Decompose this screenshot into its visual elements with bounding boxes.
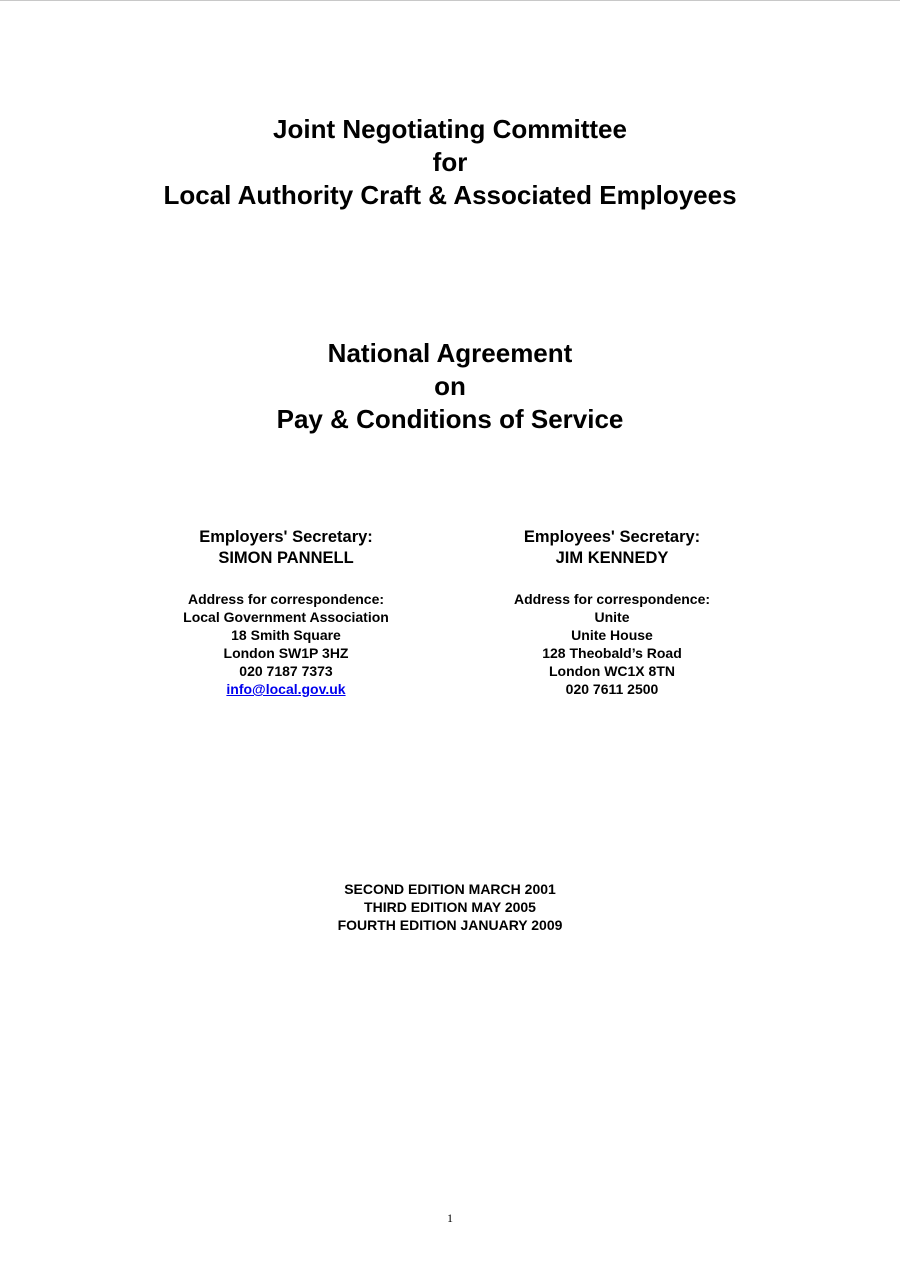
- committee-title-line-3: Local Authority Craft & Associated Employees: [163, 180, 737, 210]
- employers-address-line: London SW1P 3HZ: [223, 645, 349, 661]
- employees-secretary-block: [482, 527, 742, 698]
- employers-address-line: 18 Smith Square: [231, 627, 341, 643]
- employers-phone: 020 7187 7373: [239, 663, 333, 679]
- employees-address-line: Unite: [594, 609, 630, 625]
- employers-email-link[interactable]: info@local.gov.uk: [226, 681, 346, 697]
- page-top-border: [0, 0, 900, 1]
- agreement-title-line-3: Pay & Conditions of Service: [276, 404, 624, 434]
- agreement-title-line-2: on: [434, 371, 466, 401]
- employees-address-label: Address for correspondence:: [513, 591, 711, 607]
- employees-address-line: Unite House: [571, 627, 653, 643]
- employers-address-label: Address for correspondence:: [187, 591, 385, 607]
- agreement-title: [0, 337, 900, 436]
- committee-title-line-1: Joint Negotiating Committee: [273, 114, 627, 144]
- employees-name: JIM KENNEDY: [555, 549, 669, 567]
- employers-name: SIMON PANNELL: [218, 549, 354, 567]
- edition-line: FOURTH EDITION JANUARY 2009: [337, 917, 563, 933]
- employees-address-line: London WC1X 8TN: [549, 663, 675, 679]
- agreement-title-line-1: National Agreement: [327, 338, 573, 368]
- employees-phone: 020 7611 2500: [565, 681, 659, 697]
- edition-line: THIRD EDITION MAY 2005: [364, 899, 536, 915]
- employees-role: Employees' Secretary:: [523, 528, 701, 546]
- edition-line: SECOND EDITION MARCH 2001: [344, 881, 556, 897]
- page-number: 1: [447, 1211, 453, 1225]
- employers-secretary-block: [156, 527, 416, 698]
- employers-address-line: Local Government Association: [183, 609, 389, 625]
- edition-history: [0, 880, 900, 934]
- committee-title: [0, 113, 900, 212]
- committee-title-line-2: for: [432, 147, 468, 177]
- employees-address-line: 128 Theobald’s Road: [542, 645, 682, 661]
- employers-role: Employers' Secretary:: [199, 528, 373, 546]
